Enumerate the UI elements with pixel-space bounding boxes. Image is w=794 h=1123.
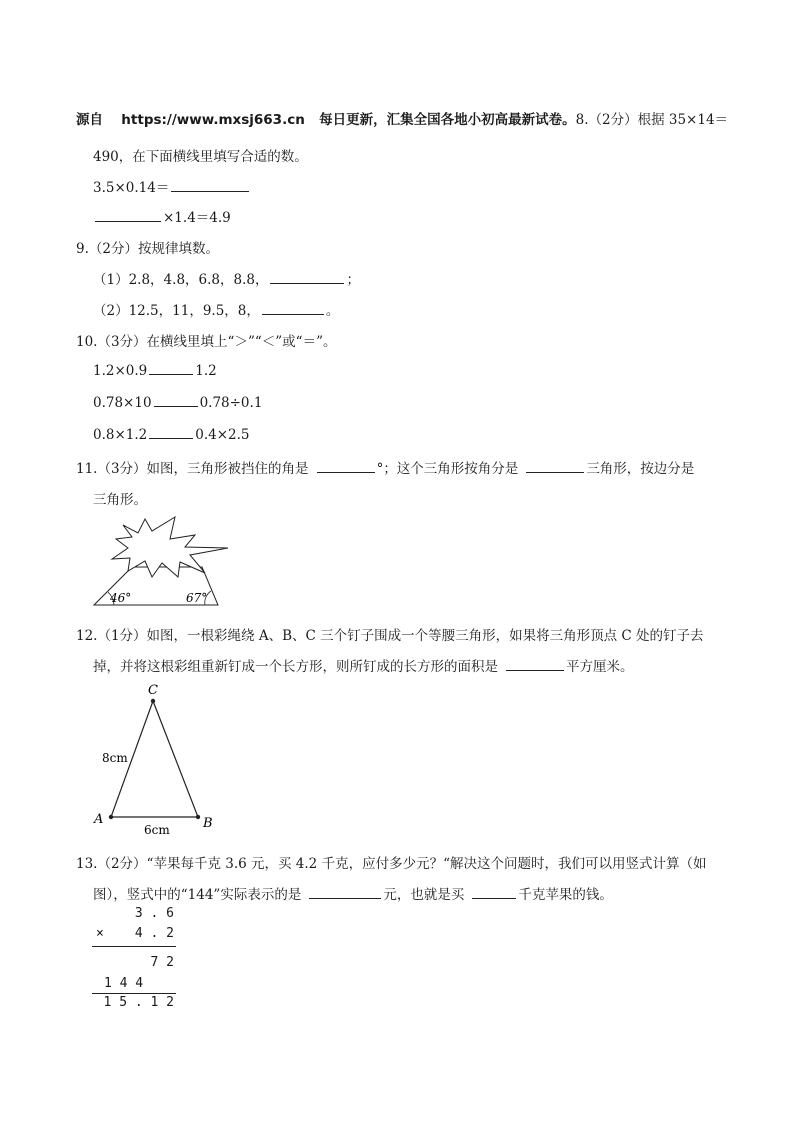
q8-item1-text: 3.5×0.14＝ (93, 180, 170, 196)
q13-line2c: 千克苹果的钱。 (518, 887, 613, 903)
q10-row-1 (93, 362, 217, 379)
calc-product: 1 5 . 1 2 (103, 995, 174, 1010)
q12-triangle-figure (88, 680, 228, 840)
calc-row-multiplier: 4 . 2 (134, 926, 174, 941)
q8-blank1[interactable] (171, 179, 249, 192)
q9-item1 (93, 268, 360, 288)
q10-row2-right: 0.78÷0.1 (199, 395, 263, 411)
q12-line2a: 掉，并将这根彩组重新钉成一个长方形，则所钉成的长方形的面积是 (93, 659, 498, 675)
q11-blank1[interactable] (317, 460, 375, 473)
calc-times-sign: × (96, 926, 104, 941)
q8-item1 (93, 176, 251, 196)
q13-blank2[interactable] (472, 886, 516, 899)
q10-title: 10.（3分）在横线里填上“＞”“＜”或“＝”。 (76, 334, 337, 350)
q10-row3-right: 0.4×2.5 (195, 427, 250, 443)
header-line (76, 108, 728, 128)
q10-row2-left: 0.78×10 (93, 395, 152, 411)
angle-67-label: 67° (186, 591, 208, 605)
q8-line2: 490，在下面横线里填写合适的数。 (93, 149, 308, 165)
q9-item1-text: （1）2.8，4.8，6.8，8.8， (93, 272, 269, 288)
q11-triangle-figure (90, 515, 240, 610)
calc-partial-1: 7 2 (150, 955, 174, 970)
source-slogan: 每日更新，汇集全国各地小初高最新试卷。 (319, 112, 576, 128)
nail-c (151, 699, 155, 703)
q9-item2 (93, 299, 339, 319)
q9-item1-end: ； (346, 272, 360, 288)
q9-blank2[interactable] (262, 302, 324, 315)
q11-title-c: 三角形，按边分是 (586, 461, 695, 477)
starburst-cover (112, 517, 228, 577)
calc-row-multiplicand: 3 . 6 (134, 906, 174, 921)
q12-blank[interactable] (506, 658, 564, 671)
vertex-c-label: C (148, 683, 158, 698)
q12-line1: 12.（1分）如图，一根彩绳绕 A、B、C 三个钉子围成一个等腰三角形，如果将三角形顶点 C 处的钉子去 (76, 628, 704, 644)
vertex-a-label: A (94, 812, 104, 827)
q11-line2: 三角形。 (93, 492, 147, 508)
q9-title: 9.（2分）按规律填数。 (76, 241, 219, 257)
q12-line2b: 平方厘米。 (566, 659, 634, 675)
q10-row-2 (93, 394, 262, 411)
source-label: 源自 (76, 112, 103, 128)
side-8cm-label: 8cm (102, 751, 128, 765)
q10-blank2[interactable] (154, 394, 198, 407)
q11-blank2[interactable] (526, 460, 584, 473)
q9-item2-text: （2）12.5，11，9.5，8， (93, 303, 260, 319)
q12-line2 (93, 655, 634, 675)
q10-blank3[interactable] (149, 426, 193, 439)
q10-blank1[interactable] (149, 362, 193, 375)
q10-row1-right: 1.2 (195, 363, 217, 379)
q9-item2-end: 。 (325, 303, 340, 319)
calc-rule-2 (92, 993, 176, 994)
angle-46-label: 46° (110, 591, 132, 605)
q8-item2-text: ×1.4＝4.9 (163, 210, 231, 226)
q13-line2 (93, 883, 613, 903)
base-6cm-label: 6cm (144, 823, 170, 837)
nail-b (196, 815, 200, 819)
q13-line2b: 元，也就是买 (383, 887, 465, 903)
nail-a (109, 815, 113, 819)
q13-blank1[interactable] (309, 886, 381, 899)
q11-degree: ° (376, 461, 384, 477)
q13-line2a: 图），竖式中的“144”实际表示的是 (93, 887, 302, 903)
q11-title-b: ；这个三角形按角分是 (383, 461, 519, 477)
vertical-calc (92, 906, 176, 1016)
q10-row3-left: 0.8×1.2 (93, 427, 148, 443)
q10-row1-left: 1.2×0.9 (93, 363, 148, 379)
q8-item2 (93, 206, 231, 226)
q9-blank1[interactable] (270, 271, 344, 284)
q8-blank2[interactable] (95, 209, 161, 222)
q13-line1: 13.（2分）“苹果每千克 3.6 元，买 4.2 千克，应付多少元？“解决这个问题时，我们可以用竖式计算（如 (76, 856, 707, 872)
q11-title-a: 11.（3分）如图，三角形被挡住的角是 (76, 461, 309, 477)
q11-line1 (76, 457, 694, 477)
vertex-b-label: B (203, 816, 213, 831)
calc-partial-2: 1 4 4 (104, 976, 144, 991)
calc-rule-1 (92, 946, 176, 947)
source-url[interactable]: https://www.mxsj663.cn (121, 112, 305, 128)
q10-row-3 (93, 426, 250, 443)
q8-start: 8.（2分）根据 35×14＝ (575, 112, 729, 128)
